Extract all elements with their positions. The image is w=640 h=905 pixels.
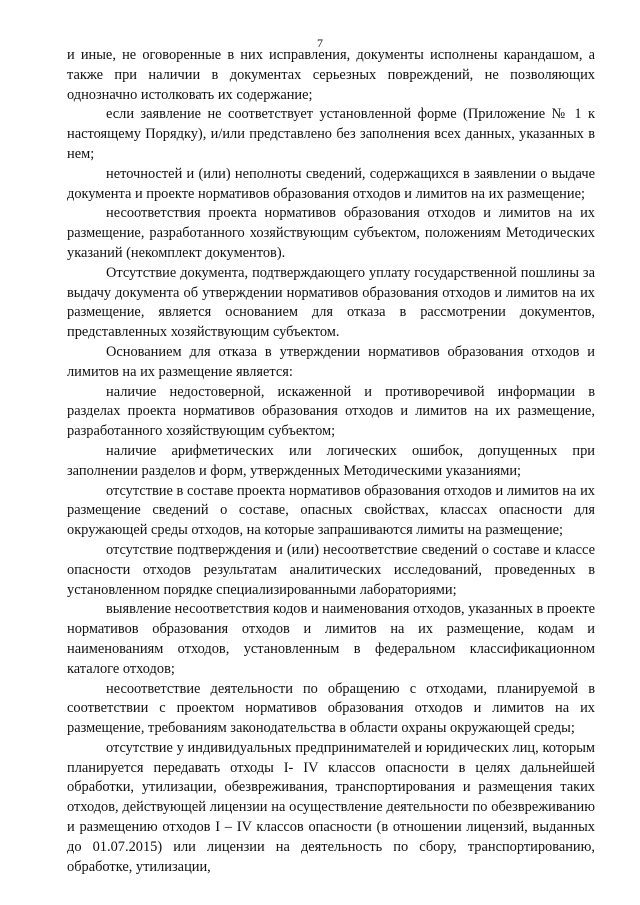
paragraph: Основанием для отказа в утверждении нормативов образования отходов и лимитов на их размещение является: [67, 343, 595, 380]
page-number: 7 [317, 36, 323, 50]
paragraph: если заявление не соответствует установленной форме (Приложение № 1 к настоящему Порядку), и/или представлено без заполнения всех данных, указанных в нем; [67, 106, 595, 162]
paragraph: наличие недостоверной, искаженной и противоречивой информации в разделах проекта нормативов образования отходов и лимитов на их размещение, разработанного хозяйствующим субъектом; [67, 383, 595, 440]
paragraph: неточностей и (или) неполноты сведений, содержащихся в заявлении о выдаче документа и проекте нормативов образования отходов и лимитов на их размещение; [67, 165, 595, 202]
paragraph: несоответствия проекта нормативов образования отходов и лимитов на их размещение, разработанного хозяйствующим субъектом, положениям Методических указаний (некомплект документов). [67, 205, 595, 261]
paragraph: отсутствие подтверждения и (или) несоответствие сведений о составе и классе опасности отходов результатам аналитических исследований, проведенных в установленном порядке специализированными лабораториями; [67, 541, 595, 598]
paragraph: отсутствие у индивидуальных предпринимателей и юридических лиц, которым планируется передавать отходы I- IV классов опасности в целях дальнейшей обработки, утилизации, обезвреживания, транспортирования и размещения таких отходов, действующей лицензии на осуществление деятельности по обезвреживанию и размещению отходов I – IV классов опасности (в отношении лицензий, выданных до 01.07.2015) или лицензии на деятельность по сбору, транспортированию, обработке, утилизации, [67, 739, 595, 875]
paragraph: Отсутствие документа, подтверждающего уплату государственной пошлины за выдачу документа об утверждении нормативов образования отходов и лимитов на их размещение, является основанием для отказа в рассмотрении документов, представленных хозяйствующим субъектом. [67, 264, 595, 341]
paragraph: наличие арифметических или логических ошибок, допущенных при заполнении разделов и форм, утвержденных Методическими указаниями; [67, 442, 595, 479]
document-body [67, 46, 595, 877]
paragraph: и иные, не оговоренные в них исправления, документы исполнены карандашом, а также при наличии в документах серьезных повреждений, не позволяющих однозначно истолковать их содержание; [67, 47, 595, 103]
paragraph: отсутствие в составе проекта нормативов образования отходов и лимитов на их размещение сведений о составе, опасных свойствах, классах опасности для окружающей среды отходов, на которые запрашиваются лимиты на размещение; [67, 482, 595, 539]
paragraph: несоответствие деятельности по обращению с отходами, планируемой в соответствии с проектом нормативов образования отходов и лимитов на их размещение, требованиям законодательства в области охраны окружающей среды; [67, 680, 595, 737]
paragraph: выявление несоответствия кодов и наименования отходов, указанных в проекте нормативов образования отходов и лимитов на их размещение, кодам и наименованиям отходов, установленным в федеральном классификационном каталоге отходов; [67, 601, 596, 677]
